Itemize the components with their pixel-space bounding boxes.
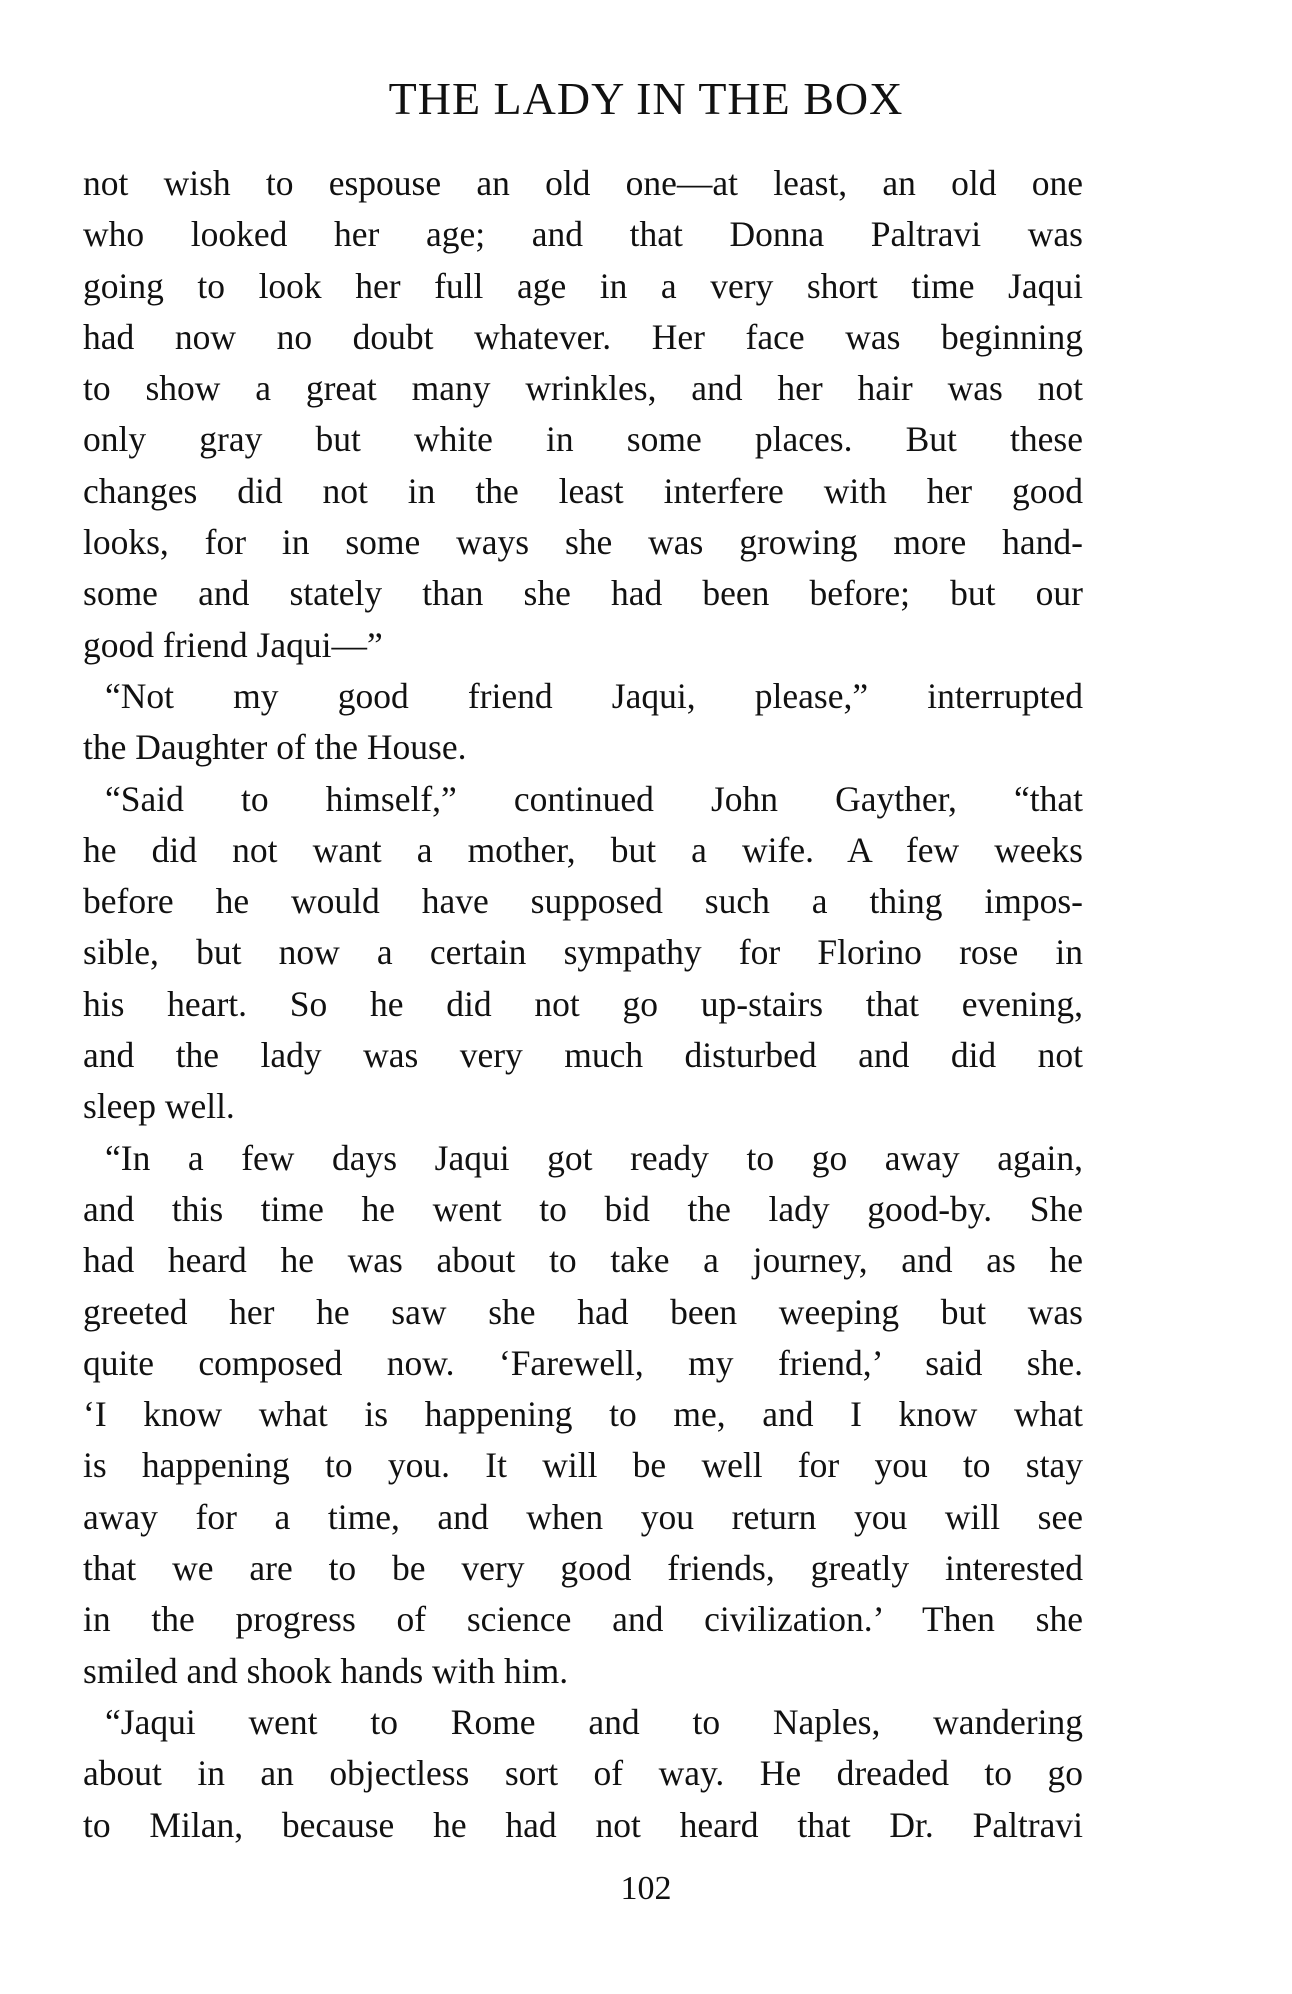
text-line: away for a time, and when you return you will see: [83, 1496, 1083, 1537]
text-line: not wish to espouse an old one—at least, an old one: [83, 163, 1083, 203]
text-line: “Said to himself,” continued John Gayther, “that: [105, 778, 1083, 819]
text-line: to Milan, because he had not heard that Dr. Paltravi: [83, 1804, 1083, 1845]
text-line: some and stately than she had been before; but our: [83, 573, 1083, 614]
text-line: he did not want a mother, but a wife. A few weeks: [83, 829, 1083, 870]
text-line: before he would have supposed such a thing impos-: [83, 881, 1083, 922]
text-line: smiled and shook hands with him.: [83, 1650, 569, 1691]
text-line: “Jaqui went to Rome and to Naples, wandering: [105, 1701, 1083, 1742]
text-line: and this time he went to bid the lady good-by. She: [83, 1188, 1083, 1229]
body-text: [83, 158, 1083, 1851]
text-line: going to look her full age in a very short time Jaqui: [83, 265, 1083, 306]
text-line: to show a great many wrinkles, and her hair was not: [83, 368, 1083, 409]
text-line: only gray but white in some places. But these: [83, 419, 1083, 460]
text-line: sible, but now a certain sympathy for Florino rose in: [83, 932, 1083, 973]
text-line: had heard he was about to take a journey, and as he: [83, 1240, 1083, 1281]
text-line: quite composed now. ‘Farewell, my friend,’ said she.: [83, 1342, 1083, 1383]
text-line: greeted her he saw she had been weeping but was: [83, 1291, 1083, 1332]
text-line: in the progress of science and civilization.’ Then she: [83, 1599, 1083, 1640]
text-line: had now no doubt whatever. Her face was beginning: [83, 316, 1083, 357]
page-number: 102: [620, 1870, 672, 1907]
text-line: and the lady was very much disturbed and did not: [83, 1035, 1083, 1076]
text-line: changes did not in the least interfere with her good: [83, 470, 1083, 511]
text-line: that we are to be very good friends, greatly interested: [83, 1548, 1083, 1589]
text-line: “In a few days Jaqui got ready to go away again,: [105, 1137, 1083, 1178]
running-head: THE LADY IN THE BOX: [388, 73, 904, 124]
text-line: ‘I know what is happening to me, and I know what: [83, 1394, 1083, 1435]
text-line: is happening to you. It will be well for you to stay: [83, 1445, 1083, 1486]
text-line: sleep well.: [83, 1086, 235, 1127]
text-line: about in an objectless sort of way. He dreaded to go: [83, 1753, 1083, 1794]
text-line: the Daughter of the House.: [83, 727, 467, 768]
text-line: looks, for in some ways she was growing more hand-: [83, 522, 1083, 563]
text-line: “Not my good friend Jaqui, please,” interrupted: [105, 675, 1083, 716]
text-line: his heart. So he did not go up-stairs that evening,: [83, 983, 1083, 1024]
text-line: who looked her age; and that Donna Paltravi was: [83, 214, 1083, 255]
text-line: good friend Jaqui—”: [83, 624, 383, 665]
